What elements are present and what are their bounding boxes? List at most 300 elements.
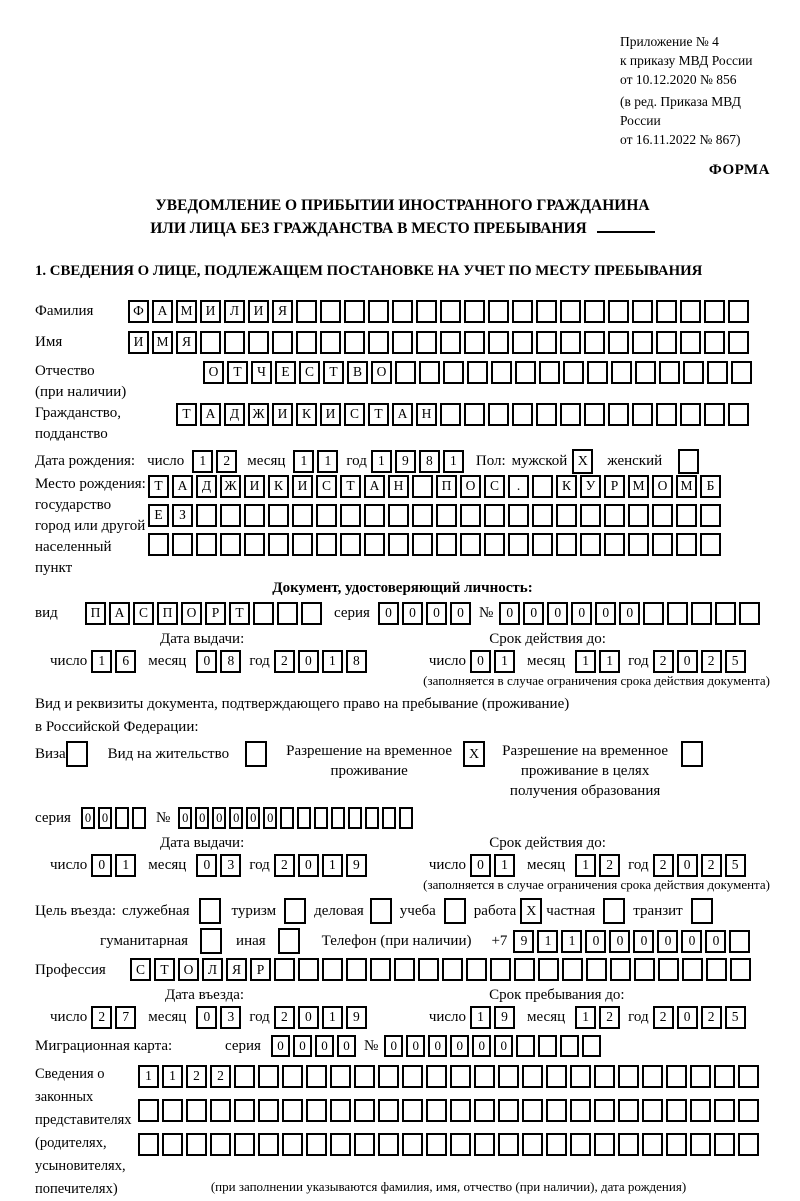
- char-cell[interactable]: [416, 331, 437, 354]
- char-cell[interactable]: [426, 1099, 447, 1122]
- char-cell[interactable]: [667, 602, 688, 625]
- char-cell[interactable]: 0: [293, 1035, 312, 1057]
- char-cell[interactable]: 8: [419, 450, 440, 473]
- rvp-checkbox[interactable]: X: [463, 741, 485, 767]
- char-cell[interactable]: [584, 300, 605, 323]
- char-cell[interactable]: 9: [494, 1006, 515, 1029]
- char-cell[interactable]: [618, 1099, 639, 1122]
- char-cell[interactable]: [282, 1133, 303, 1156]
- char-cell[interactable]: О: [178, 958, 199, 981]
- char-cell[interactable]: [546, 1133, 567, 1156]
- char-cell[interactable]: А: [392, 403, 413, 426]
- char-cell[interactable]: 0: [195, 807, 209, 829]
- char-cell[interactable]: 1: [371, 450, 392, 473]
- char-cell[interactable]: [162, 1099, 183, 1122]
- char-cell[interactable]: И: [248, 300, 269, 323]
- char-cell[interactable]: [522, 1099, 543, 1122]
- char-cell[interactable]: [440, 300, 461, 323]
- purpose-official-checkbox[interactable]: [199, 898, 221, 924]
- char-cell[interactable]: 2: [701, 1006, 722, 1029]
- char-cell[interactable]: [200, 331, 221, 354]
- char-cell[interactable]: [244, 504, 265, 527]
- char-cell[interactable]: 2: [599, 854, 620, 877]
- char-cell[interactable]: 1: [599, 650, 620, 673]
- char-cell[interactable]: [628, 533, 649, 556]
- char-cell[interactable]: [258, 1065, 279, 1088]
- char-cell[interactable]: [508, 533, 529, 556]
- char-cell[interactable]: [643, 602, 664, 625]
- char-cell[interactable]: [611, 361, 632, 384]
- char-cell[interactable]: 2: [653, 650, 674, 673]
- char-cell[interactable]: [272, 331, 293, 354]
- char-cell[interactable]: [728, 331, 749, 354]
- char-cell[interactable]: [234, 1133, 255, 1156]
- char-cell[interactable]: [652, 533, 673, 556]
- char-cell[interactable]: 1: [293, 450, 314, 473]
- char-cell[interactable]: А: [364, 475, 385, 498]
- char-cell[interactable]: [460, 504, 481, 527]
- char-cell[interactable]: 1: [575, 854, 596, 877]
- char-cell[interactable]: [394, 958, 415, 981]
- char-cell[interactable]: И: [272, 403, 293, 426]
- char-cell[interactable]: [642, 1133, 663, 1156]
- char-cell[interactable]: С: [130, 958, 151, 981]
- rvp-education-checkbox[interactable]: [681, 741, 703, 767]
- char-cell[interactable]: [618, 1133, 639, 1156]
- char-cell[interactable]: 0: [523, 602, 544, 625]
- char-cell[interactable]: [196, 533, 217, 556]
- char-cell[interactable]: 0: [406, 1035, 425, 1057]
- char-cell[interactable]: [388, 504, 409, 527]
- char-cell[interactable]: [610, 958, 631, 981]
- char-cell[interactable]: 0: [384, 1035, 403, 1057]
- char-cell[interactable]: [587, 361, 608, 384]
- char-cell[interactable]: [450, 1099, 471, 1122]
- char-cell[interactable]: 0: [571, 602, 592, 625]
- char-cell[interactable]: [282, 1065, 303, 1088]
- char-cell[interactable]: 0: [681, 930, 702, 953]
- char-cell[interactable]: [426, 1065, 447, 1088]
- char-cell[interactable]: Т: [227, 361, 248, 384]
- char-cell[interactable]: И: [200, 300, 221, 323]
- char-cell[interactable]: [700, 504, 721, 527]
- char-cell[interactable]: 7: [115, 1006, 136, 1029]
- char-cell[interactable]: 0: [428, 1035, 447, 1057]
- char-cell[interactable]: [691, 602, 712, 625]
- char-cell[interactable]: 2: [216, 450, 237, 473]
- char-cell[interactable]: 0: [402, 602, 423, 625]
- char-cell[interactable]: 0: [178, 807, 192, 829]
- char-cell[interactable]: 1: [162, 1065, 183, 1088]
- char-cell[interactable]: 1: [575, 650, 596, 673]
- char-cell[interactable]: [608, 403, 629, 426]
- char-cell[interactable]: [440, 331, 461, 354]
- char-cell[interactable]: З: [172, 504, 193, 527]
- char-cell[interactable]: [354, 1065, 375, 1088]
- char-cell[interactable]: [538, 1035, 557, 1057]
- char-cell[interactable]: [516, 1035, 535, 1057]
- char-cell[interactable]: [608, 331, 629, 354]
- char-cell[interactable]: [539, 361, 560, 384]
- char-cell[interactable]: [656, 300, 677, 323]
- char-cell[interactable]: [330, 1133, 351, 1156]
- char-cell[interactable]: [464, 331, 485, 354]
- char-cell[interactable]: [412, 475, 433, 498]
- char-cell[interactable]: И: [320, 403, 341, 426]
- char-cell[interactable]: [700, 533, 721, 556]
- char-cell[interactable]: [512, 331, 533, 354]
- char-cell[interactable]: 0: [657, 930, 678, 953]
- char-cell[interactable]: 3: [220, 854, 241, 877]
- char-cell[interactable]: [436, 533, 457, 556]
- char-cell[interactable]: [538, 958, 559, 981]
- char-cell[interactable]: А: [152, 300, 173, 323]
- char-cell[interactable]: [354, 1133, 375, 1156]
- char-cell[interactable]: [728, 403, 749, 426]
- purpose-business-checkbox[interactable]: [370, 898, 392, 924]
- char-cell[interactable]: [402, 1065, 423, 1088]
- char-cell[interactable]: [604, 504, 625, 527]
- char-cell[interactable]: Я: [226, 958, 247, 981]
- char-cell[interactable]: [316, 504, 337, 527]
- residence-permit-checkbox[interactable]: [245, 741, 267, 767]
- char-cell[interactable]: [715, 602, 736, 625]
- char-cell[interactable]: [498, 1099, 519, 1122]
- char-cell[interactable]: [563, 361, 584, 384]
- char-cell[interactable]: Д: [224, 403, 245, 426]
- char-cell[interactable]: 0: [595, 602, 616, 625]
- char-cell[interactable]: [656, 331, 677, 354]
- char-cell[interactable]: [443, 361, 464, 384]
- char-cell[interactable]: Ж: [248, 403, 269, 426]
- char-cell[interactable]: [635, 361, 656, 384]
- char-cell[interactable]: Я: [176, 331, 197, 354]
- char-cell[interactable]: Ч: [251, 361, 272, 384]
- char-cell[interactable]: [491, 361, 512, 384]
- char-cell[interactable]: [594, 1099, 615, 1122]
- char-cell[interactable]: [412, 504, 433, 527]
- char-cell[interactable]: [488, 300, 509, 323]
- char-cell[interactable]: С: [484, 475, 505, 498]
- char-cell[interactable]: [450, 1133, 471, 1156]
- char-cell[interactable]: [301, 602, 322, 625]
- char-cell[interactable]: [314, 807, 328, 829]
- char-cell[interactable]: [440, 403, 461, 426]
- char-cell[interactable]: 0: [337, 1035, 356, 1057]
- char-cell[interactable]: 0: [499, 602, 520, 625]
- char-cell[interactable]: [234, 1065, 255, 1088]
- char-cell[interactable]: [484, 504, 505, 527]
- char-cell[interactable]: [570, 1133, 591, 1156]
- char-cell[interactable]: Т: [148, 475, 169, 498]
- char-cell[interactable]: [608, 300, 629, 323]
- char-cell[interactable]: [474, 1099, 495, 1122]
- char-cell[interactable]: К: [268, 475, 289, 498]
- char-cell[interactable]: [253, 602, 274, 625]
- char-cell[interactable]: [586, 958, 607, 981]
- char-cell[interactable]: [346, 958, 367, 981]
- char-cell[interactable]: [536, 300, 557, 323]
- char-cell[interactable]: Т: [340, 475, 361, 498]
- char-cell[interactable]: 0: [450, 1035, 469, 1057]
- char-cell[interactable]: [220, 504, 241, 527]
- char-cell[interactable]: [378, 1133, 399, 1156]
- char-cell[interactable]: [498, 1133, 519, 1156]
- char-cell[interactable]: [419, 361, 440, 384]
- char-cell[interactable]: 0: [263, 807, 277, 829]
- char-cell[interactable]: [666, 1065, 687, 1088]
- char-cell[interactable]: [738, 1065, 759, 1088]
- char-cell[interactable]: [220, 533, 241, 556]
- char-cell[interactable]: [344, 331, 365, 354]
- char-cell[interactable]: 1: [494, 650, 515, 673]
- char-cell[interactable]: [522, 1133, 543, 1156]
- char-cell[interactable]: [512, 300, 533, 323]
- char-cell[interactable]: [416, 300, 437, 323]
- char-cell[interactable]: 0: [81, 807, 95, 829]
- char-cell[interactable]: [714, 1099, 735, 1122]
- char-cell[interactable]: 0: [426, 602, 447, 625]
- char-cell[interactable]: Т: [323, 361, 344, 384]
- char-cell[interactable]: [402, 1099, 423, 1122]
- char-cell[interactable]: 2: [210, 1065, 231, 1088]
- char-cell[interactable]: [348, 807, 362, 829]
- char-cell[interactable]: [488, 331, 509, 354]
- char-cell[interactable]: [666, 1133, 687, 1156]
- char-cell[interactable]: [320, 300, 341, 323]
- char-cell[interactable]: [306, 1133, 327, 1156]
- char-cell[interactable]: [292, 504, 313, 527]
- char-cell[interactable]: [280, 807, 294, 829]
- char-cell[interactable]: 8: [220, 650, 241, 673]
- char-cell[interactable]: [731, 361, 752, 384]
- char-cell[interactable]: 0: [229, 807, 243, 829]
- char-cell[interactable]: 2: [186, 1065, 207, 1088]
- char-cell[interactable]: [466, 958, 487, 981]
- char-cell[interactable]: [683, 361, 704, 384]
- char-cell[interactable]: И: [292, 475, 313, 498]
- char-cell[interactable]: 1: [91, 650, 112, 673]
- char-cell[interactable]: У: [580, 475, 601, 498]
- purpose-other-checkbox[interactable]: [278, 928, 300, 954]
- char-cell[interactable]: [370, 958, 391, 981]
- char-cell[interactable]: [570, 1099, 591, 1122]
- char-cell[interactable]: 0: [212, 807, 226, 829]
- char-cell[interactable]: Н: [416, 403, 437, 426]
- char-cell[interactable]: 1: [561, 930, 582, 953]
- char-cell[interactable]: [659, 361, 680, 384]
- char-cell[interactable]: [730, 958, 751, 981]
- char-cell[interactable]: [714, 1133, 735, 1156]
- char-cell[interactable]: И: [244, 475, 265, 498]
- char-cell[interactable]: [656, 403, 677, 426]
- char-cell[interactable]: [399, 807, 413, 829]
- char-cell[interactable]: 0: [547, 602, 568, 625]
- char-cell[interactable]: 0: [619, 602, 640, 625]
- char-cell[interactable]: [676, 533, 697, 556]
- char-cell[interactable]: 1: [494, 854, 515, 877]
- char-cell[interactable]: [296, 300, 317, 323]
- char-cell[interactable]: [340, 504, 361, 527]
- char-cell[interactable]: [474, 1065, 495, 1088]
- char-cell[interactable]: [436, 504, 457, 527]
- char-cell[interactable]: 0: [470, 854, 491, 877]
- char-cell[interactable]: 0: [633, 930, 654, 953]
- char-cell[interactable]: 0: [677, 854, 698, 877]
- char-cell[interactable]: [560, 1035, 579, 1057]
- char-cell[interactable]: С: [316, 475, 337, 498]
- char-cell[interactable]: [234, 1099, 255, 1122]
- char-cell[interactable]: [580, 504, 601, 527]
- char-cell[interactable]: [532, 504, 553, 527]
- char-cell[interactable]: 1: [322, 650, 343, 673]
- char-cell[interactable]: [546, 1065, 567, 1088]
- char-cell[interactable]: [594, 1065, 615, 1088]
- char-cell[interactable]: 0: [196, 650, 217, 673]
- char-cell[interactable]: 9: [395, 450, 416, 473]
- char-cell[interactable]: [258, 1133, 279, 1156]
- char-cell[interactable]: [704, 403, 725, 426]
- char-cell[interactable]: [395, 361, 416, 384]
- char-cell[interactable]: 1: [317, 450, 338, 473]
- char-cell[interactable]: [297, 807, 311, 829]
- char-cell[interactable]: 2: [701, 854, 722, 877]
- char-cell[interactable]: 3: [220, 1006, 241, 1029]
- char-cell[interactable]: [666, 1099, 687, 1122]
- char-cell[interactable]: [514, 958, 535, 981]
- char-cell[interactable]: [508, 504, 529, 527]
- char-cell[interactable]: 2: [701, 650, 722, 673]
- char-cell[interactable]: О: [203, 361, 224, 384]
- char-cell[interactable]: [464, 300, 485, 323]
- char-cell[interactable]: [320, 331, 341, 354]
- char-cell[interactable]: [642, 1065, 663, 1088]
- char-cell[interactable]: [306, 1099, 327, 1122]
- char-cell[interactable]: 2: [91, 1006, 112, 1029]
- char-cell[interactable]: [186, 1133, 207, 1156]
- char-cell[interactable]: [412, 533, 433, 556]
- char-cell[interactable]: 2: [599, 1006, 620, 1029]
- char-cell[interactable]: [474, 1133, 495, 1156]
- char-cell[interactable]: 0: [705, 930, 726, 953]
- char-cell[interactable]: [244, 533, 265, 556]
- char-cell[interactable]: [210, 1099, 231, 1122]
- char-cell[interactable]: [680, 300, 701, 323]
- char-cell[interactable]: [354, 1099, 375, 1122]
- char-cell[interactable]: 1: [138, 1065, 159, 1088]
- char-cell[interactable]: 0: [494, 1035, 513, 1057]
- char-cell[interactable]: [162, 1133, 183, 1156]
- char-cell[interactable]: [490, 958, 511, 981]
- char-cell[interactable]: В: [347, 361, 368, 384]
- char-cell[interactable]: Т: [176, 403, 197, 426]
- char-cell[interactable]: [138, 1133, 159, 1156]
- char-cell[interactable]: 5: [725, 1006, 746, 1029]
- purpose-study-checkbox[interactable]: [444, 898, 466, 924]
- char-cell[interactable]: 0: [677, 650, 698, 673]
- char-cell[interactable]: 6: [115, 650, 136, 673]
- char-cell[interactable]: [210, 1133, 231, 1156]
- char-cell[interactable]: [738, 1133, 759, 1156]
- char-cell[interactable]: Т: [368, 403, 389, 426]
- char-cell[interactable]: [714, 1065, 735, 1088]
- char-cell[interactable]: [368, 300, 389, 323]
- char-cell[interactable]: [268, 533, 289, 556]
- char-cell[interactable]: [282, 1099, 303, 1122]
- char-cell[interactable]: Б: [700, 475, 721, 498]
- visa-checkbox[interactable]: [66, 741, 88, 767]
- char-cell[interactable]: [467, 361, 488, 384]
- char-cell[interactable]: Р: [604, 475, 625, 498]
- char-cell[interactable]: М: [152, 331, 173, 354]
- char-cell[interactable]: Ф: [128, 300, 149, 323]
- char-cell[interactable]: [426, 1133, 447, 1156]
- char-cell[interactable]: П: [436, 475, 457, 498]
- char-cell[interactable]: [392, 331, 413, 354]
- char-cell[interactable]: 1: [192, 450, 213, 473]
- char-cell[interactable]: [584, 403, 605, 426]
- char-cell[interactable]: [148, 533, 169, 556]
- char-cell[interactable]: 1: [322, 854, 343, 877]
- char-cell[interactable]: [292, 533, 313, 556]
- char-cell[interactable]: 0: [196, 1006, 217, 1029]
- char-cell[interactable]: Л: [202, 958, 223, 981]
- char-cell[interactable]: 8: [346, 650, 367, 673]
- char-cell[interactable]: [728, 300, 749, 323]
- char-cell[interactable]: [704, 300, 725, 323]
- char-cell[interactable]: [652, 504, 673, 527]
- char-cell[interactable]: Р: [205, 602, 226, 625]
- char-cell[interactable]: [388, 533, 409, 556]
- char-cell[interactable]: О: [181, 602, 202, 625]
- char-cell[interactable]: [224, 331, 245, 354]
- char-cell[interactable]: [658, 958, 679, 981]
- char-cell[interactable]: [632, 403, 653, 426]
- char-cell[interactable]: [676, 504, 697, 527]
- char-cell[interactable]: Е: [275, 361, 296, 384]
- char-cell[interactable]: [738, 1099, 759, 1122]
- char-cell[interactable]: М: [176, 300, 197, 323]
- char-cell[interactable]: 1: [115, 854, 136, 877]
- char-cell[interactable]: [632, 331, 653, 354]
- sex-male-checkbox[interactable]: X: [572, 449, 593, 474]
- char-cell[interactable]: [690, 1099, 711, 1122]
- char-cell[interactable]: [536, 403, 557, 426]
- char-cell[interactable]: [532, 533, 553, 556]
- char-cell[interactable]: [268, 504, 289, 527]
- char-cell[interactable]: [418, 958, 439, 981]
- char-cell[interactable]: [306, 1065, 327, 1088]
- char-cell[interactable]: [296, 331, 317, 354]
- char-cell[interactable]: [172, 533, 193, 556]
- char-cell[interactable]: [322, 958, 343, 981]
- char-cell[interactable]: [642, 1099, 663, 1122]
- char-cell[interactable]: [618, 1065, 639, 1088]
- char-cell[interactable]: [115, 807, 129, 829]
- char-cell[interactable]: 0: [677, 1006, 698, 1029]
- char-cell[interactable]: 5: [725, 650, 746, 673]
- char-cell[interactable]: Ж: [220, 475, 241, 498]
- sex-female-checkbox[interactable]: [678, 449, 699, 474]
- char-cell[interactable]: [186, 1099, 207, 1122]
- char-cell[interactable]: 0: [298, 650, 319, 673]
- char-cell[interactable]: 2: [653, 1006, 674, 1029]
- char-cell[interactable]: [536, 331, 557, 354]
- char-cell[interactable]: 1: [322, 1006, 343, 1029]
- char-cell[interactable]: О: [371, 361, 392, 384]
- char-cell[interactable]: [488, 403, 509, 426]
- char-cell[interactable]: [604, 533, 625, 556]
